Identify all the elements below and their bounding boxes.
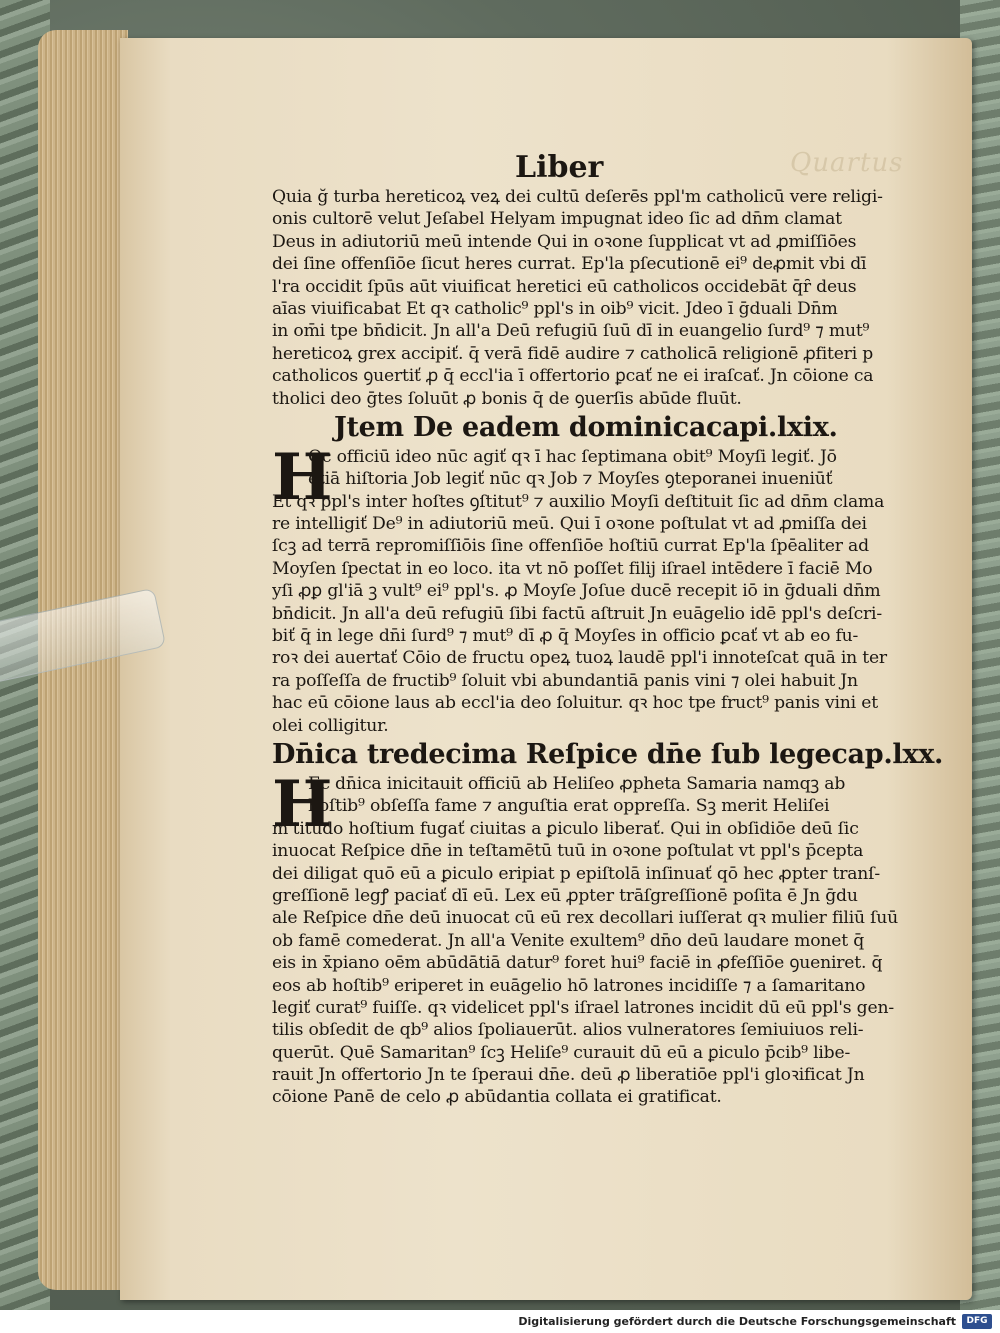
text-line: bn̄dicit. Jn all'a deū refugiū ſibi factū aſtruit Jn euāgelio idē ppl's deſcri- [272,603,882,624]
text-line: ſcꝫ ad terrā repromiſſiōis ſine offenſiōe hoſtiū currat Ep'la ſpēaliter ad [272,536,869,557]
text-line: olei colligitur. [272,715,389,736]
text-line: ra poſſeſſa de fructib⁹ ſoluit vbi abundantiā panis vini ⁊ olei habuit Jn [272,670,858,691]
text-line: Oc officiū ideo nūc agiť qꝛ ī hac ſeptimana obit⁹ Moyſi legiť. Jō [308,446,837,467]
heading-chapter-number: cap.lxx. [831,738,944,770]
text-line: cōione Panē de celo ꝓ abūdantia collata ei gratificat. [272,1087,722,1108]
text-line: legiť curat⁹ fuiſſe. qꝛ videlicet ppl's iſrael latrones incidit dū eū ppl's gen- [272,997,894,1018]
show-through-header: Quartus [790,148,904,178]
text-line: eis in x̄piano oēm abūdātiā datur⁹ foret hui⁹ faciē in ꝓfeſſiōe ꝯueniret. q̄ [272,953,883,974]
text-line: rauit Jn offertorio Jn te ſperaui dn̄e. deū ꝓ liberatiōe ppl'i gloꝛificat Jn [272,1065,865,1086]
text-line: hac eū cōione laus ab eccl'ia deo ſoluitur. qꝛ hoc tpe fruct⁹ panis vini et [272,693,878,714]
initial-letter: H [272,766,333,842]
dfg-logo: DFG [962,1314,992,1329]
text-line: etiā hiſtoria Job legiť nūc qꝛ Job ⁊ Moyſes ꝯteporanei inueniūť [308,469,833,490]
running-head: Liber [515,150,604,185]
page-text [272,186,944,1109]
text-line: inuocat Reſpice dn̄e in teſtamētū tuū in oꝛone poſtulat vt ppl's p̄cepta [272,841,864,862]
chapter-heading-lxix [272,410,838,446]
text-line: tholici deo ḡtes ſoluūt ꝓ bonis q̄ de ꝯuerſis abūde fluūt. [272,388,742,409]
text-line: dei diligat quō eū a ꝑiculo eripiat p epiſtolā inſinuať qō hec ꝓpter tranſ- [272,863,880,884]
text-line: Et qꝛ ppl's inter hoſtes ꝯſtitut⁹ ⁊ auxilio Moyſi deſtituit ſic ad dn̄m clama [272,491,885,512]
text-line: ale Reſpice dn̄e deū inuocat cū eū rex decollari iuſſerat qꝛ mulier filiū ſuū [272,908,899,929]
text-line: eos ab hoſtib⁹ eriperet in euāgelio hō latrones incidiſſe ⁊ a ſamaritano [272,975,866,996]
text-line: dei ſine offenſiōe ſicut heres currat. Ep'la pſecutionē ei⁹ deꝓmit vbi dī [272,254,867,275]
text-line: greſſionē legꝭ paciať dī eū. Lex eū ꝓpter trāſgreſſionē poſita ē Jn ḡdu [272,885,858,906]
text-line: hereticoꝝ grex accipiť. q̄ verā fidē audire ⁊ catholicā religionē ꝓfiteri p [272,343,874,364]
chapter-heading-lxx [272,737,944,773]
text-line: yſi ꝓꝑ gl'iā ꝫ vult⁹ ei⁹ ppl's. ꝓ Moyſe Joſue ducē recepit iō in ḡduali dn̄m [272,581,881,602]
text-line: Moyſen ſpectat in eo loco. ita vt nō poſſet filij iſrael intēdere ī faciē Mo [272,558,873,579]
text-line: aīas viuificabat Et qꝛ catholic⁹ ppl's in oib⁹ vicit. Jdeo ī ḡduali Dn̄m [272,298,838,319]
heading-title: Jtem De eadem dominica [334,411,707,443]
text-line: hoſtib⁹ obſeſſa fame ⁊ anguſtia erat oppreſſa. Sꝫ merit Heliſei [308,796,830,817]
initial-letter: H [272,439,333,515]
text-line: ob famē comederat. Jn all'a Venite exultem⁹ dn̄o deū laudare monet q̄ [272,930,865,951]
text-line: Deus in adiutoriū meū intende Qui in oꝛone ſupplicat vt ad ꝓmiſſiōes [272,231,857,252]
footer-bar [0,1310,1000,1333]
text-line: tilis obſedit de qb⁹ alios ſpoliauerūt. alios vulneratores ſemiuiuos reli- [272,1020,864,1041]
funding-credit: Digitalisierung gefördert durch die Deutsche Forschungsgemeinschaft [518,1315,956,1328]
heading-title: Dn̄ica tredecima Reſpice dn̄e ſub lege [272,738,832,770]
paragraph-3 [272,766,932,1109]
text-line: onis cultorē velut Jeſabel Helyam impugnat ideo ſic ad dn̄m clamat [272,209,842,230]
text-line: Ec dn̄ica inicitauit officiū ab Heliſeo ꝓpheta Samaria namqꝫ ab [308,773,846,794]
text-line: querūt. Quē Samaritan⁹ ſcꝫ Heliſe⁹ curauit dū eū a ꝑiculo p̄cib⁹ libe- [272,1042,851,1063]
text-line: Quia ğ turba hereticoꝝ veꝝ dei cultū deſerēs ppl'm catholicū vere religi- [272,187,883,207]
text-line: re intelligiť De⁹ in adiutoriū meū. Qui ī oꝛone poſtulat vt ad ꝓmiſſa dei [272,514,867,535]
text-line: l'ra occidit ſpūs aūt viuificat heretici eū catholicos occidebāt q̄ȓ deus [272,276,857,297]
text-line: biť q̄ in lege dn̄i ſurd⁹ ⁊ mut⁹ dī ꝓ q̄ Moyſes in officio ꝑcať vt ab eo fu- [272,626,859,647]
paragraph-2 [272,439,932,737]
text-line: in om̄i tpe bn̄dicit. Jn all'a Deū refugiū ſuū dī in euangelio ſurd⁹ ⁊ mut⁹ [272,321,870,342]
heading-chapter-number: capi.lxix. [706,411,838,443]
paragraph-1 [272,186,932,410]
text-line: m'titudo hoſtium fugať ciuitas a ꝑiculo liberať. Qui in obſidiōe deū ſic [272,818,859,839]
text-line: roꝛ dei auertať Cōio de fructu opeꝝ tuoꝝ laudē ppl'i innoteſcat quā in ter [272,648,887,669]
text-line: catholicos ꝯuertiť ꝓ q̄ eccl'ia ī offertorio ꝑcať ne ei iraſcať. Jn cōione ca [272,366,874,387]
